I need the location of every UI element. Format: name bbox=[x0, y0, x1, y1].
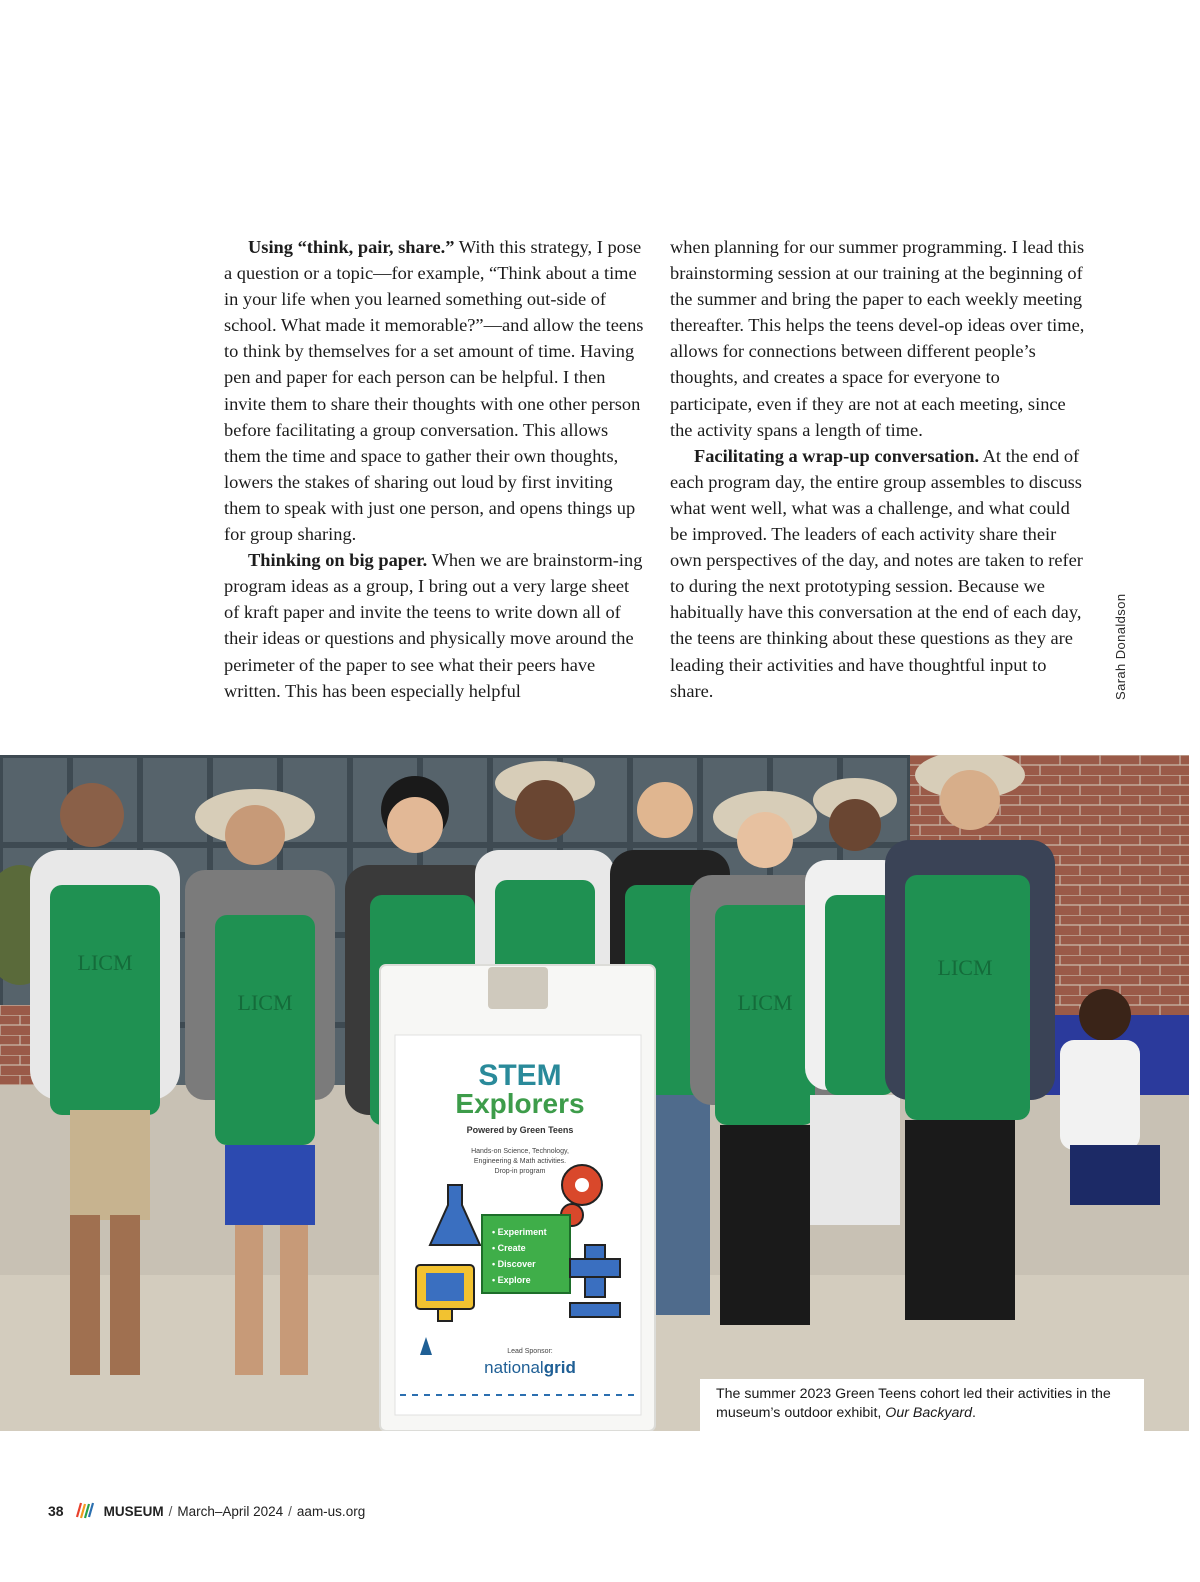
photo-credit: Sarah Donaldson bbox=[1113, 593, 1128, 700]
caption-text: The summer 2023 Green Teens cohort led their activities in the museum’s outdoor exhibit, bbox=[716, 1386, 1111, 1421]
issue-date: March–April 2024 bbox=[177, 1503, 284, 1519]
page-number: 38 bbox=[48, 1503, 64, 1519]
website-url: aam-us.org bbox=[296, 1503, 366, 1519]
photo-caption bbox=[700, 1379, 1144, 1431]
article-column-left bbox=[224, 234, 646, 704]
sign-bullet: • Experiment bbox=[492, 1227, 547, 1237]
sign-desc-line: Hands-on Science, Technology, bbox=[471, 1148, 569, 1155]
paragraph-heading: Thinking on big paper. bbox=[248, 550, 428, 571]
separator: / bbox=[168, 1503, 173, 1519]
sign-title-stem: STEM bbox=[478, 1059, 562, 1092]
paragraph-heading: Using “think, pair, share.” bbox=[248, 237, 455, 257]
apron-logo: LICM bbox=[937, 955, 993, 980]
paragraph-body: At the end of each program day, the entire group assembles to discuss what went well, what was a challenge, and what could be improved. The leaders of each activity share their own perspectives of the day, and notes are taken to refer to during the next prototyping session. Because we habitually have this conversation at the end of each day, the teens are thinking about these questions as they are leading their activities and have thoughtful input to share. bbox=[670, 445, 1083, 701]
paragraph-think-pair-share bbox=[224, 234, 646, 547]
sign-sponsor-label: Lead Sponsor: bbox=[507, 1348, 553, 1355]
separator: / bbox=[288, 1503, 292, 1519]
apron-logo: LICM bbox=[737, 990, 793, 1015]
sponsor-name-part: national bbox=[484, 1358, 544, 1377]
paragraph-body: With this strategy, I pose a question or a topic—for example, “Think about a time in your life when you learned something out-side of school. What made it memorable?”—and allow the teens to think by themselves for a set amount of time. Having pen and paper for each person can be helpful. I then invite them to share their thoughts with one other person before facilitating a group conversation. This allows them the time and space to gather their own thoughts, lowers the stakes of sharing out loud by first inviting them to speak with just one person, and opens things up for group sharing. bbox=[224, 237, 644, 545]
apron-logo: LICM bbox=[237, 990, 293, 1015]
paragraph-heading: Facilitating a wrap-up conversation. bbox=[694, 445, 980, 466]
aam-logo-icon bbox=[74, 1499, 96, 1524]
sign-powered-by: Powered by Green Teens bbox=[466, 1125, 574, 1135]
sign-bullet: • Discover bbox=[492, 1259, 536, 1269]
paragraph-big-paper-continued: when planning for our summer programming. I lead this brainstorming session at our training at the beginning of the summer and bring the paper to each weekly meeting thereafter. This helps the teens devel-op ideas over time, allows for connections between different people’s thoughts, and creates a space for everyone to participate, even if they are not at each meeting, since the activity spans a length of time. bbox=[670, 237, 1085, 440]
page-footer bbox=[48, 1500, 365, 1522]
paragraph-big-paper bbox=[224, 547, 646, 704]
sign-title-explorers: Explorers bbox=[455, 1088, 585, 1119]
sign-bullet: • Create bbox=[492, 1243, 526, 1253]
sign-bullet: • Explore bbox=[492, 1275, 531, 1285]
sign-desc-line: Drop-in program bbox=[494, 1168, 546, 1175]
sponsor-name-part: grid bbox=[543, 1358, 576, 1377]
apron-logo: LICM bbox=[77, 950, 133, 975]
magazine-name: MUSEUM bbox=[103, 1503, 164, 1519]
stem-explorers-sign bbox=[380, 965, 655, 1431]
sign-sponsor-logo bbox=[484, 1358, 576, 1377]
caption-exhibit-name: Our Backyard bbox=[885, 1404, 973, 1421]
paragraph-wrap-up bbox=[670, 443, 1085, 704]
sign-desc-line: Engineering & Math activities. bbox=[473, 1158, 567, 1165]
caption-period: . bbox=[972, 1404, 976, 1421]
group-photo bbox=[0, 755, 1189, 1431]
article-column-right bbox=[670, 234, 1085, 704]
paragraph-body: When we are brainstorm-ing program ideas as a group, I bring out a very large sheet of kraft paper and invite the teens to write down all of their ideas or questions and physically move around the perimeter of the paper to see what their peers have written. This has been especially helpful bbox=[224, 550, 643, 701]
